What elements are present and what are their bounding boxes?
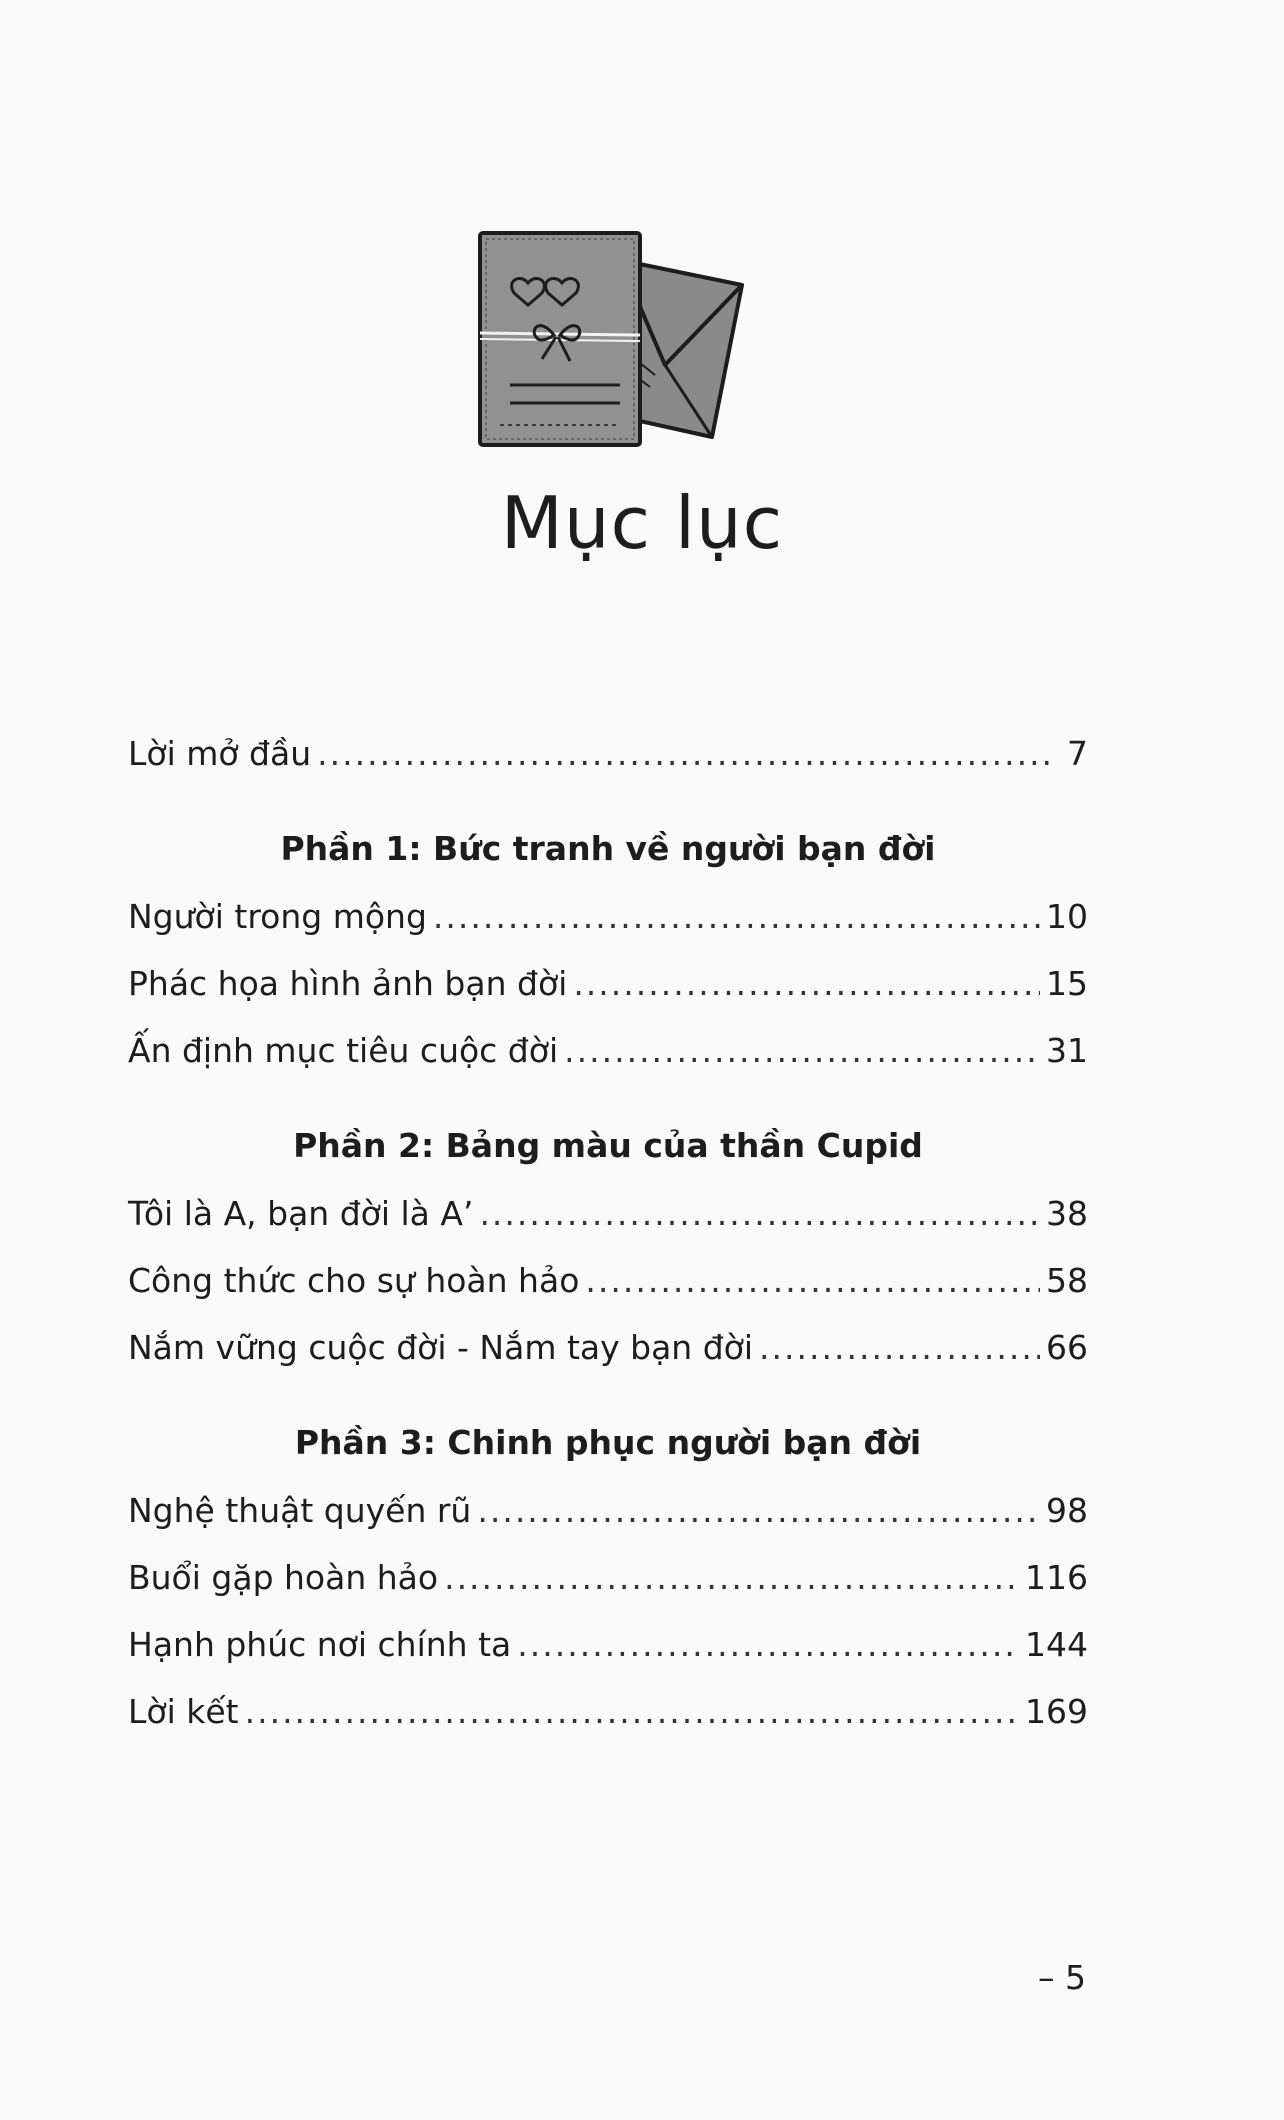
toc-entry-label: Lời kết	[128, 1692, 239, 1731]
toc-entry-label: Ấn định mục tiêu cuộc đời	[128, 1031, 559, 1070]
toc-entry-page: 66	[1046, 1328, 1088, 1367]
dot-leader	[433, 883, 1040, 950]
part-heading-1: Phần 1: Bức tranh về người bạn đời	[280, 829, 936, 868]
toc-entry-label: Nghệ thuật quyến rũ	[128, 1491, 472, 1530]
toc-entry-label: Người trong mộng	[128, 897, 427, 936]
toc-entry	[128, 1678, 1088, 1745]
toc-entry	[128, 1017, 1088, 1084]
toc-entry	[128, 1314, 1088, 1381]
toc-entry-label: Nắm vững cuộc đời - Nắm tay bạn đời	[128, 1328, 754, 1367]
toc-entry	[128, 1477, 1088, 1544]
toc-entry-page: 144	[1025, 1625, 1088, 1664]
dot-leader	[479, 1180, 1040, 1247]
toc-entry-page: 15	[1046, 964, 1088, 1003]
page-number: – 5	[1038, 1958, 1086, 1997]
toc-entry-page: 10	[1046, 897, 1088, 936]
toc-entry	[128, 883, 1088, 950]
toc-entry-intro	[128, 720, 1088, 787]
dot-leader	[517, 1611, 1019, 1678]
toc-entry-page: 38	[1046, 1194, 1088, 1233]
toc-entry-page: 58	[1046, 1261, 1088, 1300]
letter-card-icon	[480, 233, 640, 445]
toc-entry-page: 31	[1046, 1031, 1088, 1070]
dot-leader	[759, 1314, 1040, 1381]
toc-entry-label: Hạnh phúc nơi chính ta	[128, 1625, 512, 1664]
dot-leader	[317, 720, 1052, 787]
part-heading-3: Phần 3: Chinh phục người bạn đời	[294, 1423, 922, 1462]
dot-leader	[477, 1477, 1040, 1544]
dot-leader	[245, 1678, 1019, 1745]
toc-entry	[128, 1180, 1088, 1247]
dot-leader	[444, 1544, 1019, 1611]
toc-entry	[128, 1247, 1088, 1314]
dot-leader	[564, 1017, 1040, 1084]
dot-leader	[585, 1247, 1040, 1314]
toc-entry	[128, 950, 1088, 1017]
table-of-contents	[128, 720, 1088, 1745]
toc-entry-label: Công thức cho sự hoàn hảo	[128, 1261, 580, 1300]
page-title: Mục lục	[500, 481, 784, 565]
toc-entry	[128, 1611, 1088, 1678]
toc-entry	[128, 1544, 1088, 1611]
dot-leader	[573, 950, 1040, 1017]
toc-entry-label: Lời mở đầu	[128, 734, 312, 773]
part-heading-2: Phần 2: Bảng màu của thần Cupid	[293, 1126, 923, 1165]
toc-entry-label: Tôi là A, bạn đời là A’	[128, 1194, 474, 1233]
toc-entry-page: 169	[1025, 1692, 1088, 1731]
toc-entry-label: Phác họa hình ảnh bạn đời	[128, 964, 568, 1003]
toc-entry-page: 7	[1067, 734, 1088, 773]
toc-entry-page: 98	[1046, 1491, 1088, 1530]
love-letter-envelope-icon	[470, 225, 750, 455]
toc-entry-page: 116	[1025, 1558, 1088, 1597]
toc-entry-label: Buổi gặp hoàn hảo	[128, 1558, 439, 1597]
